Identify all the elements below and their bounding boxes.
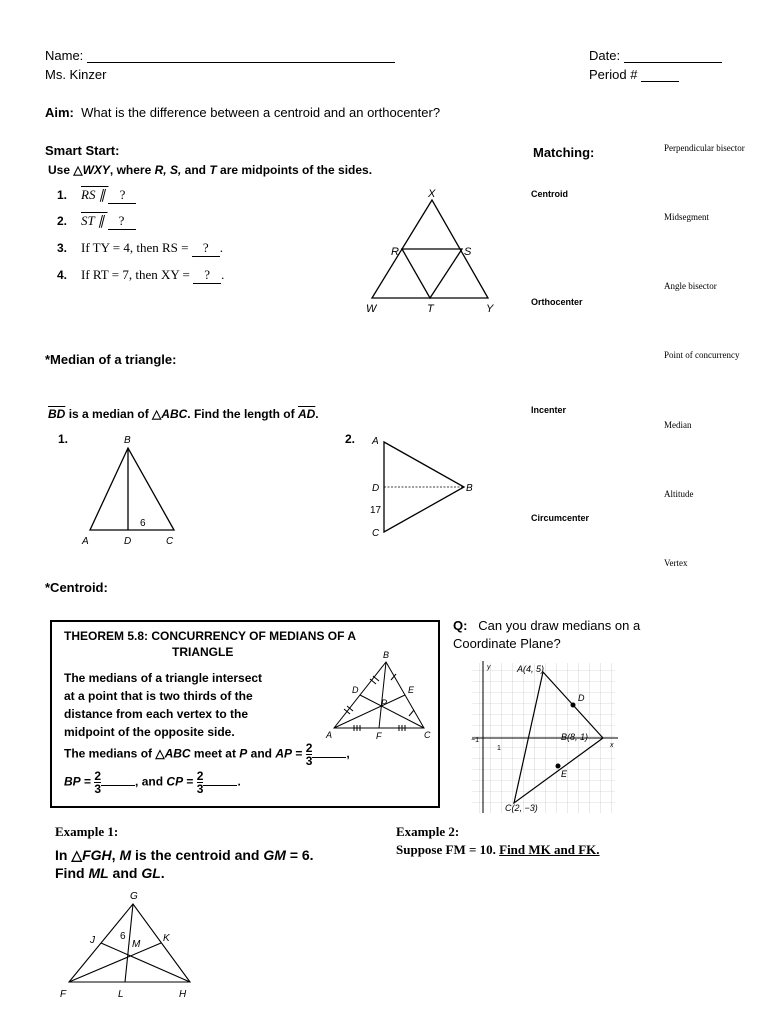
item-blank[interactable]: ? [108, 187, 136, 204]
axis-x-label: x [610, 742, 614, 749]
theorem-line: distance from each vertex to the [64, 707, 249, 721]
theorem-box [50, 620, 440, 808]
instr-t: T [209, 163, 217, 177]
label-c: C [424, 730, 431, 740]
median-problem-1-figure [78, 430, 188, 548]
item-text: If RT = 7, then XY = [81, 267, 194, 282]
match-right-perp-bisector: Perpendicular bisector [664, 143, 745, 153]
label-c: C [166, 536, 174, 547]
period-blank[interactable] [641, 69, 679, 82]
label-d: D [372, 483, 380, 494]
label-m: M [132, 939, 141, 950]
question-text-1: Can you draw medians on a [478, 618, 641, 633]
theorem-line: The medians of a triangle intersect [64, 671, 263, 685]
fraction-ap [306, 742, 313, 767]
point-d [571, 703, 576, 708]
smart-start-item-1 [57, 187, 136, 204]
smart-start-instruction [48, 163, 372, 177]
aim-text: What is the difference between a centroid and an orthocenter? [81, 105, 441, 120]
frac-num: 2 [196, 769, 204, 783]
theorem-statement [64, 669, 262, 741]
label-a: A [326, 730, 333, 740]
point-e [556, 764, 561, 769]
theorem-meet-line: The medians of △ABC meet at P and AP = $\frac{2}{3}$ , [64, 741, 350, 768]
label-w: W [366, 303, 377, 315]
ap-blank[interactable] [312, 757, 346, 758]
median-instruction [48, 407, 319, 421]
triangle-abc-thm [334, 662, 424, 728]
value-17: 17 [370, 505, 382, 516]
axis-y-label: y [487, 664, 491, 671]
ex2-prefix: Suppose FM = 10. [396, 842, 496, 857]
cp-blank[interactable] [203, 785, 237, 786]
label-c-2-neg3: C(2, −3) [505, 803, 538, 813]
ex1-gm: GM [263, 847, 286, 863]
label-y: Y [486, 303, 494, 315]
ex1-and: and [112, 865, 138, 881]
meet-ap: AP [275, 746, 293, 761]
label-x: X [428, 188, 436, 200]
label-6: 6 [120, 931, 126, 942]
example-1-line-2 [55, 864, 314, 882]
tick [344, 709, 350, 714]
triangle-wxy-figure [360, 186, 500, 318]
item-text: RS ∥ [81, 187, 109, 202]
instr-ad: $\overline{AD}$ [297, 407, 316, 421]
item-end: . [219, 240, 223, 255]
instr-mid: is a median of △ [68, 407, 162, 421]
date-label: Date: [589, 48, 621, 63]
example-1-text [55, 846, 314, 882]
fraction-cp [197, 770, 204, 795]
frac-den: 3 [94, 782, 102, 796]
label-b: B [124, 435, 131, 446]
label-e: E [408, 685, 415, 695]
centroid-heading: *Centroid: [45, 580, 108, 595]
item-num: 4. [57, 268, 68, 282]
label-b: B [383, 650, 390, 660]
median-problem-2-num: 2. [345, 432, 356, 446]
smart-start-item-4 [57, 267, 224, 284]
question-line-1 [453, 617, 640, 635]
label-d: D [352, 685, 359, 695]
item-text: ST ∥ [81, 213, 108, 228]
name-line [45, 48, 395, 63]
name-blank[interactable] [87, 50, 395, 63]
aim [45, 105, 440, 120]
ex1-mid: is the centroid and [135, 847, 260, 863]
item-blank[interactable]: ? [193, 267, 221, 284]
label-b-8-1: B(8, 1) [561, 732, 589, 742]
tick-neg-one: −1 [471, 737, 479, 744]
instr-mid: , where [109, 163, 152, 177]
label-k: K [163, 933, 170, 944]
median-bf [379, 662, 386, 728]
match-right-midsegment: Midsegment [664, 212, 709, 222]
label-e: E [561, 769, 568, 779]
frac-num: 2 [305, 741, 313, 755]
theorem-figure [324, 648, 434, 744]
smart-start-item-2 [57, 213, 136, 230]
meet-prefix: The medians of △ [64, 746, 165, 761]
match-right-point-concurrency: Point of concurrency [664, 350, 740, 360]
matching-heading: Matching: [533, 145, 595, 160]
label-t: T [427, 303, 434, 315]
instr-bd: $\overline{BD}$ [48, 407, 66, 421]
tick [409, 710, 414, 716]
match-right-vertex: Vertex [664, 558, 688, 568]
label-d: D [124, 536, 132, 547]
instr-suffix: are midpoints of the sides. [220, 163, 373, 177]
theorem-line: midpoint of the opposite side. [64, 725, 235, 739]
ex2-find: Find MK and FK. [499, 842, 600, 857]
coordinate-plane [468, 659, 623, 814]
match-right-altitude: Altitude [664, 489, 694, 499]
ex1-gl: GL [141, 865, 161, 881]
ex1-end: . [160, 865, 165, 881]
label-a: A [372, 436, 379, 447]
frac-den: 3 [196, 782, 204, 796]
question-label: Q: [453, 618, 468, 633]
ex1-m: M [119, 847, 132, 863]
ex1-find: Find [55, 865, 85, 881]
date-line [589, 48, 722, 63]
cp-label: CP [166, 774, 184, 789]
theorem-title-2: TRIANGLE [172, 645, 234, 659]
ex1-ml: ML [88, 865, 109, 881]
instr-points: R, S, [154, 163, 182, 177]
theorem-bp-cp-line: BP = $\frac{2}{3}$ , and CP = $\frac{2}{3}$ . [64, 769, 241, 796]
median-heading: *Median of a triangle: [45, 352, 177, 367]
smart-start-item-3 [57, 240, 223, 257]
item-num: 2. [57, 214, 68, 228]
triangle-abc-1 [90, 448, 174, 530]
tick-one: 1 [497, 745, 501, 752]
teacher-name: Ms. Kinzer [45, 67, 107, 82]
cp-mid: , and [135, 774, 164, 789]
label-p: P [381, 698, 388, 708]
bp-blank[interactable] [101, 785, 135, 786]
theorem-title: THEOREM 5.8: CONCURRENCY OF MEDIANS OF A [64, 629, 357, 643]
question-text-2: Coordinate Plane? [453, 636, 561, 651]
item-blank[interactable]: ? [108, 213, 136, 230]
midsegment-triangle [402, 249, 462, 298]
label-h: H [179, 989, 187, 1000]
item-end: . [221, 267, 225, 282]
label-c: C [372, 528, 380, 539]
instr-find: . Find the length of [187, 407, 295, 421]
item-blank[interactable]: ? [192, 240, 220, 257]
value-6: 6 [140, 518, 146, 529]
period-label: Period # [589, 67, 638, 82]
instr-end: . [315, 407, 319, 421]
smart-start-heading: Smart Start: [45, 143, 120, 158]
tick [373, 676, 379, 681]
item-num: 3. [57, 241, 68, 255]
label-j: J [90, 935, 95, 946]
label-a: A [82, 536, 89, 547]
meet-eq: = [295, 746, 303, 761]
label-f: F [376, 731, 382, 741]
label-a-4-5: A(4, 5) [517, 664, 545, 674]
item-text: If TY = 4, then RS = [81, 240, 192, 255]
match-right-median: Median [664, 420, 692, 430]
instr-and: and [184, 163, 206, 177]
meet-abc: ABC [164, 746, 191, 761]
match-left-orthocenter: Orthocenter [531, 297, 583, 307]
period-line [589, 67, 679, 82]
instr-tri: WXY [82, 163, 110, 177]
meet-p: P [239, 746, 248, 761]
example-1-heading: Example 1: [55, 824, 119, 839]
median-problem-2-figure [368, 430, 483, 545]
match-right-angle-bisector: Angle bisector [664, 281, 717, 291]
instr-prefix: Use △ [48, 163, 83, 177]
match-left-centroid: Centroid [531, 189, 568, 199]
example-1-figure [55, 886, 205, 1004]
frac-den: 3 [305, 754, 313, 768]
question [453, 617, 640, 653]
ex1-prefix: In △ [55, 847, 83, 863]
fraction-bp [94, 770, 101, 795]
label-s: S [464, 246, 472, 258]
example-2-heading: Example 2: [396, 824, 460, 839]
label-r: R [391, 246, 399, 258]
meet-and: and [250, 746, 272, 761]
label-f: F [60, 989, 67, 1000]
aim-label: Aim: [45, 105, 74, 120]
meet-mid: meet at [193, 746, 236, 761]
theorem-line: at a point that is two thirds of the [64, 689, 253, 703]
median-problem-1-num: 1. [58, 432, 69, 446]
label-l: L [118, 989, 124, 1000]
date-blank[interactable] [624, 50, 722, 63]
name-label: Name: [45, 48, 84, 63]
example-1-line-1: In △FGH, M is the centroid and GM = 6. [55, 847, 314, 863]
match-left-circumcenter: Circumcenter [531, 513, 590, 523]
frac-num: 2 [94, 769, 102, 783]
match-left-incenter: Incenter [531, 405, 567, 415]
example-2-text [396, 842, 600, 858]
label-b: B [466, 483, 473, 494]
label-d: D [578, 693, 585, 703]
ex1-tri: FGH [82, 847, 112, 863]
bp-label: BP [64, 774, 81, 789]
label-g: G [130, 891, 138, 902]
item-num: 1. [57, 188, 68, 202]
instr-abc: ABC [161, 407, 188, 421]
ex1-val: = 6. [289, 847, 314, 863]
